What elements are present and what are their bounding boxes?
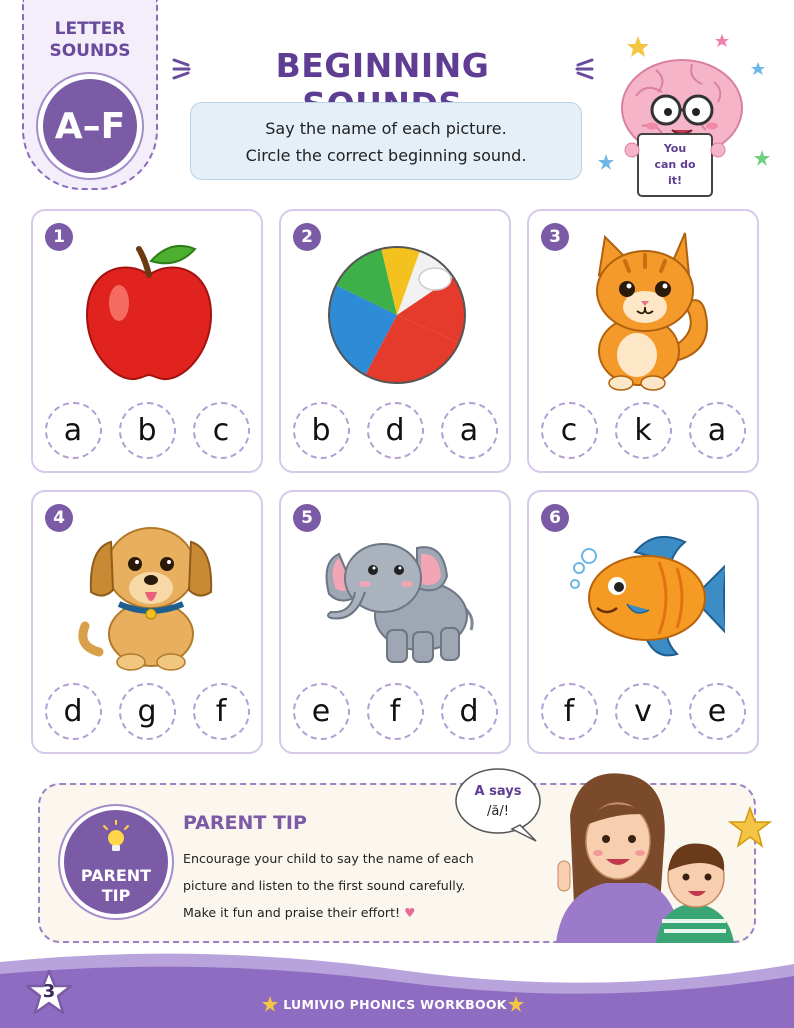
choice-circle[interactable]: d — [441, 683, 498, 740]
instruction-line-1: Say the name of each picture. — [265, 119, 507, 138]
page-number-label: 3 — [42, 981, 56, 1002]
picture-card-2 — [279, 209, 511, 473]
tip-text — [183, 845, 483, 926]
choice-group — [33, 402, 261, 459]
svg-text:can do: can do — [654, 158, 696, 171]
choice-circle[interactable]: c — [541, 402, 598, 459]
choice-circle[interactable]: v — [615, 683, 672, 740]
sparkle-left-icon — [172, 56, 194, 82]
parent-tip-box — [38, 783, 756, 943]
svg-text:You: You — [663, 142, 687, 155]
svg-text:A says: A says — [474, 784, 522, 799]
workbook-brand: LUMIVIO PHONICS WORKBOOK — [283, 997, 507, 1012]
picture-card-1 — [31, 209, 263, 473]
card-number: 2 — [293, 223, 321, 251]
cat-icon — [565, 231, 725, 391]
letter-sounds-tab — [22, 0, 158, 190]
lightbulb-icon — [102, 820, 130, 860]
picture-card-6 — [527, 490, 759, 754]
choice-circle[interactable]: f — [541, 683, 598, 740]
instructions-box — [190, 102, 582, 180]
dog-icon — [69, 512, 229, 672]
choice-circle[interactable]: f — [367, 683, 424, 740]
tab-label: LETTER SOUNDS — [49, 19, 131, 61]
tip-line-3: Make it fun and praise their effort! — [183, 905, 401, 920]
choice-group — [281, 402, 509, 459]
picture-card-3 — [527, 209, 759, 473]
picture-card-4 — [31, 490, 263, 754]
footer-wave — [0, 948, 794, 1028]
parent-child-illustration — [450, 755, 750, 943]
choice-circle[interactable]: c — [193, 402, 250, 459]
choice-circle[interactable]: k — [615, 402, 672, 459]
parent-tip-badge — [60, 806, 172, 918]
choice-circle[interactable]: f — [193, 683, 250, 740]
choice-group — [529, 402, 757, 459]
sparkle-right-icon — [572, 56, 594, 82]
choice-circle[interactable]: a — [689, 402, 746, 459]
page-number — [24, 968, 74, 1018]
card-number: 4 — [45, 504, 73, 532]
choice-circle[interactable]: e — [293, 683, 350, 740]
brain-mascot-icon — [596, 30, 778, 200]
choice-circle[interactable]: b — [293, 402, 350, 459]
page-title: BEGINNING — [275, 46, 490, 85]
choice-group — [281, 683, 509, 740]
choice-circle[interactable]: a — [45, 402, 102, 459]
card-number: 1 — [45, 223, 73, 251]
tip-line-2: picture and listen to the first sound carefully. — [183, 878, 466, 893]
star-icon — [508, 996, 524, 1012]
svg-text:/ă/!: /ă/! — [487, 804, 509, 819]
choice-circle[interactable]: e — [689, 683, 746, 740]
elephant-icon — [317, 512, 477, 672]
apple-icon — [69, 231, 229, 391]
card-number: 3 — [541, 223, 569, 251]
badge-label: PARENT TIP — [80, 866, 152, 905]
picture-card-5 — [279, 490, 511, 754]
tip-heading: PARENT TIP — [183, 812, 307, 834]
svg-text:it!: it! — [667, 174, 683, 187]
choice-circle[interactable]: b — [119, 402, 176, 459]
star-icon — [728, 806, 772, 850]
choice-circle[interactable]: d — [45, 683, 102, 740]
instruction-line-2: Circle the correct beginning sound. — [245, 146, 527, 165]
choice-circle[interactable]: d — [367, 402, 424, 459]
fish-icon — [565, 512, 725, 672]
choice-circle[interactable]: a — [441, 402, 498, 459]
choice-group — [529, 683, 757, 740]
card-number: 5 — [293, 504, 321, 532]
choice-group — [33, 683, 261, 740]
ball-icon — [317, 231, 477, 391]
speech-bubble — [456, 769, 540, 841]
heart-icon: ♥ — [404, 905, 416, 920]
card-number: 6 — [541, 504, 569, 532]
letter-range-badge: A–F — [38, 74, 142, 178]
tip-line-1: Encourage your child to say the name of each — [183, 851, 474, 866]
choice-circle[interactable]: g — [119, 683, 176, 740]
